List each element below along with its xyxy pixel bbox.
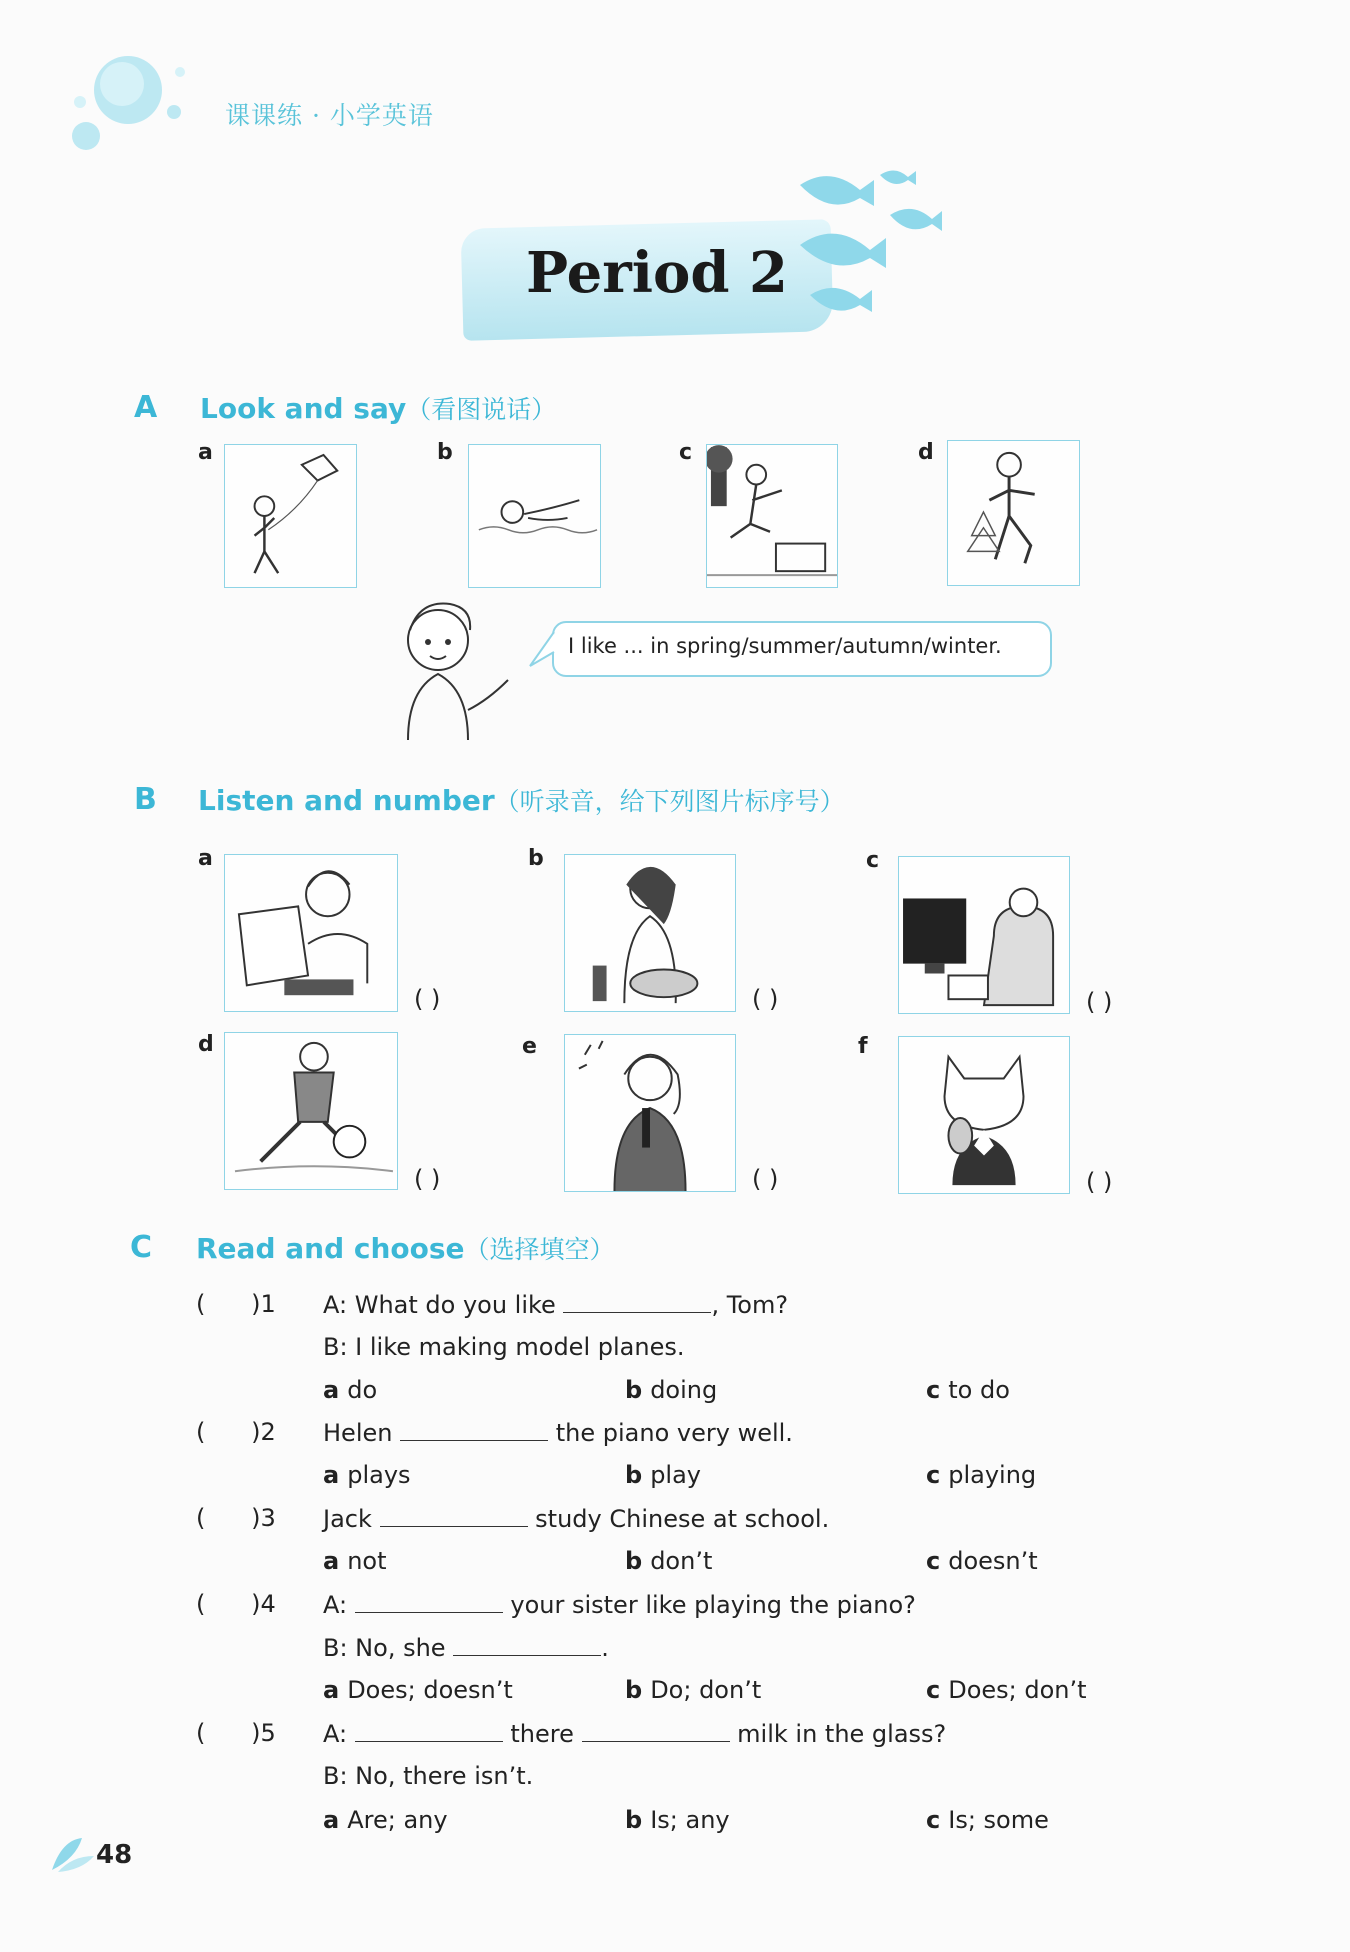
answer-paren-b-b[interactable]: ( ) — [752, 985, 779, 1013]
page-title: Period 2 — [526, 240, 788, 306]
cat-eating-icon — [899, 1037, 1069, 1193]
picture-b-c-label: c — [866, 848, 880, 873]
question-2-option-c[interactable]: c playing — [926, 1461, 1037, 1489]
question-2-paren[interactable]: ( )2 — [196, 1418, 276, 1446]
section-a-title — [200, 390, 556, 426]
question-1-option-b[interactable]: b doing — [625, 1376, 718, 1404]
speech-bubble-tail-icon — [528, 630, 558, 670]
question-1-option-c[interactable]: c to do — [926, 1376, 1010, 1404]
picture-c-label: c — [679, 440, 693, 465]
picture-b-d — [224, 1032, 398, 1190]
question-5-number: 5 — [260, 1719, 276, 1747]
question-3-line-1: Jack study Chinese at school. — [323, 1505, 830, 1533]
picture-d — [947, 440, 1080, 586]
question-4-blank-2[interactable] — [453, 1633, 601, 1656]
question-2-number: 2 — [260, 1418, 276, 1446]
speech-text: I like ... in spring/summer/autumn/winter. — [568, 634, 1002, 658]
answer-paren-b-c[interactable]: ( ) — [1086, 988, 1113, 1016]
question-1-line-2: B: I like making model planes. — [323, 1333, 685, 1361]
question-5-line-1: A: there milk in the glass? — [323, 1720, 947, 1748]
boy-swimming-icon — [469, 445, 600, 587]
picture-b-a — [224, 854, 398, 1012]
question-5-line-2: B: No, there isn’t. — [323, 1762, 534, 1790]
section-c-title-cn: （选择填空） — [464, 1235, 615, 1264]
picture-a-label: a — [198, 440, 213, 465]
picture-c — [706, 444, 838, 588]
boy-skating-icon — [948, 441, 1079, 585]
section-c-title — [196, 1230, 615, 1266]
girl-singing-icon — [565, 1035, 735, 1191]
question-5-option-b[interactable]: b Is; any — [625, 1806, 730, 1834]
picture-b-d-label: d — [198, 1032, 214, 1057]
answer-paren-b-f[interactable]: ( ) — [1086, 1168, 1113, 1196]
boy-picnic-icon — [707, 445, 837, 587]
section-b-title-cn: （听录音，给下列图片标序号） — [494, 787, 845, 816]
section-b-title — [198, 782, 845, 818]
picture-b-f — [898, 1036, 1070, 1194]
section-a-title-cn: （看图说话） — [406, 395, 557, 424]
picture-b-a-label: a — [198, 846, 213, 871]
picture-b-b — [564, 854, 736, 1012]
question-4-line-2: B: No, she . — [323, 1634, 609, 1662]
question-5-blank-2[interactable] — [582, 1719, 730, 1742]
picture-d-label: d — [918, 440, 934, 465]
section-a-title-en: Look and say — [200, 392, 407, 425]
question-1-line-1: A: What do you like , Tom? — [323, 1291, 789, 1319]
question-4-option-c[interactable]: c Does; don’t — [926, 1676, 1087, 1704]
section-a-letter: A — [134, 390, 158, 425]
leaf-icon — [50, 1836, 98, 1874]
question-2-blank[interactable] — [400, 1418, 548, 1441]
question-2-option-b[interactable]: b play — [625, 1461, 701, 1489]
section-b-letter: B — [134, 782, 157, 817]
question-3-number: 3 — [260, 1504, 276, 1532]
picture-b-e — [564, 1034, 736, 1192]
question-4-number: 4 — [260, 1590, 276, 1618]
question-4-blank-1[interactable] — [355, 1590, 503, 1613]
question-3-option-a[interactable]: a not — [323, 1547, 387, 1575]
answer-paren-b-e[interactable]: ( ) — [752, 1165, 779, 1193]
picture-b — [468, 444, 601, 588]
section-b-title-en: Listen and number — [198, 784, 495, 817]
boy-flying-kite-icon — [225, 445, 356, 587]
boy-playing-football-icon — [225, 1033, 397, 1189]
question-3-blank[interactable] — [380, 1504, 528, 1527]
section-c-letter: C — [130, 1230, 153, 1265]
picture-a — [224, 444, 357, 588]
question-5-blank-1[interactable] — [355, 1719, 503, 1742]
series-title: 课课练 · 小学英语 — [225, 101, 434, 130]
question-4-paren[interactable]: ( )4 — [196, 1590, 276, 1618]
boy-speaking-icon — [378, 600, 518, 740]
picture-b-e-label: e — [522, 1034, 537, 1059]
picture-b-b-label: b — [528, 846, 544, 871]
boy-drawing-icon — [225, 855, 397, 1011]
picture-b-c — [898, 856, 1070, 1014]
question-5-paren[interactable]: ( )5 — [196, 1719, 276, 1747]
page-number: 48 — [96, 1840, 133, 1870]
question-4-option-b[interactable]: b Do; don’t — [625, 1676, 762, 1704]
answer-paren-b-d[interactable]: ( ) — [414, 1165, 441, 1193]
question-2-option-a[interactable]: a plays — [323, 1461, 411, 1489]
question-3-option-b[interactable]: b don’t — [625, 1547, 713, 1575]
question-3-option-c[interactable]: c doesn’t — [926, 1547, 1038, 1575]
question-4-line-1: A: your sister like playing the piano? — [323, 1591, 916, 1619]
question-1-option-a[interactable]: a do — [323, 1376, 378, 1404]
question-5-option-c[interactable]: c Is; some — [926, 1806, 1049, 1834]
picture-b-f-label: f — [858, 1034, 868, 1059]
fish-icon — [780, 155, 950, 325]
question-1-blank[interactable] — [563, 1290, 711, 1313]
girl-watching-tv-icon — [899, 857, 1069, 1013]
section-c-title-en: Read and choose — [196, 1232, 465, 1265]
picture-b-label: b — [437, 440, 453, 465]
question-1-number: 1 — [260, 1290, 276, 1318]
bubbles-icon — [70, 50, 200, 160]
question-4-option-a[interactable]: a Does; doesn’t — [323, 1676, 513, 1704]
question-3-paren[interactable]: ( )3 — [196, 1504, 276, 1532]
woman-cooking-icon — [565, 855, 735, 1011]
answer-paren-b-a[interactable]: ( ) — [414, 985, 441, 1013]
question-2-line-1: Helen the piano very well. — [323, 1419, 793, 1447]
question-5-option-a[interactable]: a Are; any — [323, 1806, 448, 1834]
question-1-paren[interactable]: ( )1 — [196, 1290, 276, 1318]
